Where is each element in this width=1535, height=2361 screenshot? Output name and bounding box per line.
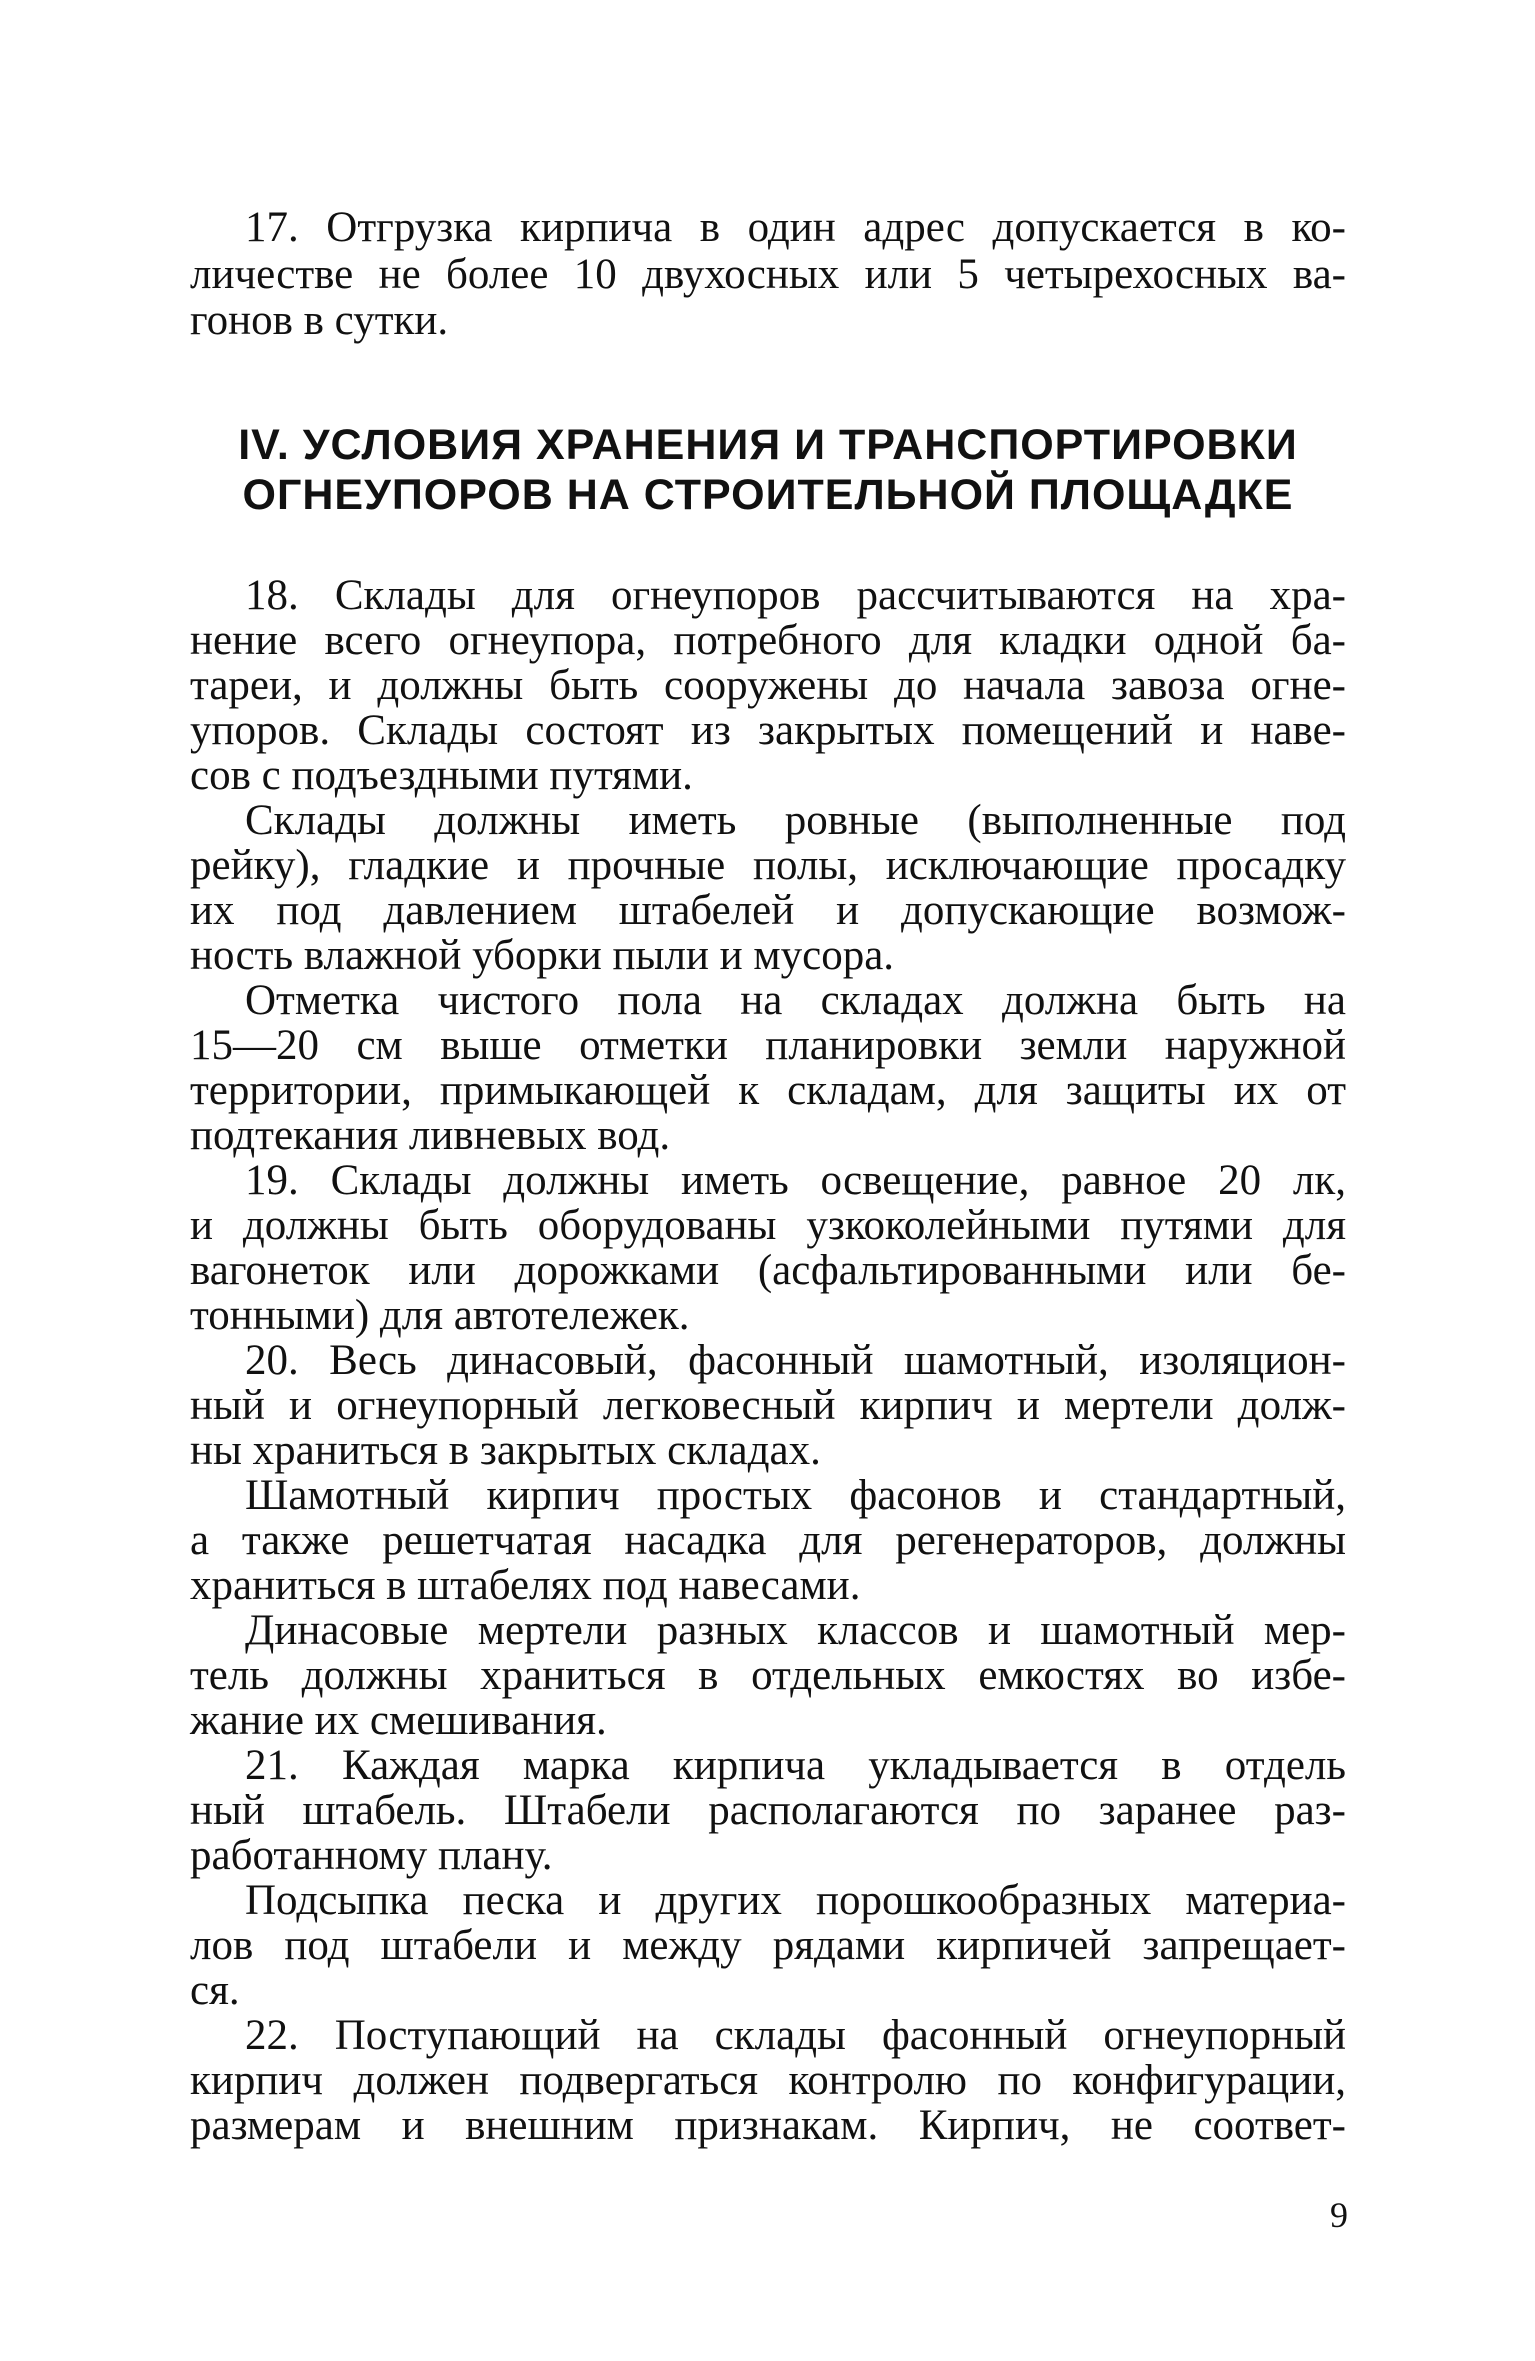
text-line: лов под штабели и между рядами кирпичей запрещает-: [190, 1922, 1346, 1969]
text-line: нение всего огнеупора, потребного для кладки одной ба-: [190, 617, 1346, 664]
text-line: упоров. Склады состоят из закрытых помещений и наве-: [190, 707, 1346, 754]
page-number: 9: [1330, 2195, 1348, 2235]
text-line: 18. Склады для огнеупоров рассчитываются на хра-: [245, 572, 1346, 619]
text-line: жание их смешивания.: [190, 1697, 607, 1744]
text-line: 15—20 см выше отметки планировки земли наружной: [190, 1022, 1346, 1069]
text-line: храниться в штабелях под навесами.: [190, 1562, 861, 1609]
text-line: подтекания ливневых вод.: [190, 1112, 671, 1159]
text-line: ный и огнеупорный легковесный кирпич и мертели долж-: [190, 1382, 1346, 1429]
text-line: сов с подъездными путями.: [190, 752, 693, 799]
section-heading-line-1: IV. УСЛОВИЯ ХРАНЕНИЯ И ТРАНСПОРТИРОВКИ: [238, 421, 1298, 469]
text-line: кирпич должен подвергаться контролю по конфигурации,: [190, 2057, 1346, 2104]
text-line: и должны быть оборудованы узкоколейными путями для: [190, 1202, 1346, 1249]
text-line: 17. Отгрузка кирпича в один адрес допускается в ко-: [245, 204, 1346, 251]
text-line: ный штабель. Штабели располагаются по заранее раз-: [190, 1787, 1346, 1834]
text-line: 19. Склады должны иметь освещение, равное 20 лк,: [245, 1157, 1346, 1204]
text-line: их под давлением штабелей и допускающие возмож-: [190, 887, 1346, 934]
text-line: Отметка чистого пола на складах должна быть на: [245, 977, 1346, 1024]
text-line: а также решетчатая насадка для регенераторов, должны: [190, 1517, 1346, 1564]
text-line: работанному плану.: [190, 1832, 553, 1879]
text-line: Подсыпка песка и других порошкообразных материа-: [245, 1877, 1346, 1924]
text-line: территории, примыкающей к складам, для защиты их от: [190, 1067, 1346, 1114]
text-line: размерам и внешним признакам. Кирпич, не соответ-: [190, 2102, 1346, 2149]
text-line: 20. Весь динасовый, фасонный шамотный, изоляцион-: [245, 1337, 1346, 1384]
text-line: личестве не более 10 двухосных или 5 четырехосных ва-: [190, 251, 1346, 298]
text-line: рейку), гладкие и прочные полы, исключающие просадку: [190, 842, 1346, 889]
section-heading-line-2: ОГНЕУПОРОВ НА СТРОИТЕЛЬНОЙ ПЛОЩАДКЕ: [242, 471, 1294, 519]
text-line: Шамотный кирпич простых фасонов и стандартный,: [245, 1472, 1346, 1519]
text-line: ся.: [190, 1967, 240, 2014]
text-line: тонными) для автотележек.: [190, 1292, 690, 1339]
text-line: 21. Каждая марка кирпича укладывается в отдель: [245, 1742, 1346, 1789]
text-line: тареи, и должны быть сооружены до начала завоза огне-: [190, 662, 1346, 709]
text-line: Склады должны иметь ровные (выполненные под: [245, 797, 1346, 844]
text-line: гонов в сутки.: [190, 297, 449, 344]
text-line: ны храниться в закрытых складах.: [190, 1427, 821, 1474]
text-line: вагонеток или дорожками (асфальтированными или бе-: [190, 1247, 1346, 1294]
text-line: Динасовые мертели разных классов и шамотный мер-: [245, 1607, 1346, 1654]
text-line: тель должны храниться в отдельных емкостях во избе-: [190, 1652, 1346, 1699]
text-line: ность влажной уборки пыли и мусора.: [190, 932, 895, 979]
text-line: 22. Поступающий на склады фасонный огнеупорный: [245, 2012, 1346, 2059]
